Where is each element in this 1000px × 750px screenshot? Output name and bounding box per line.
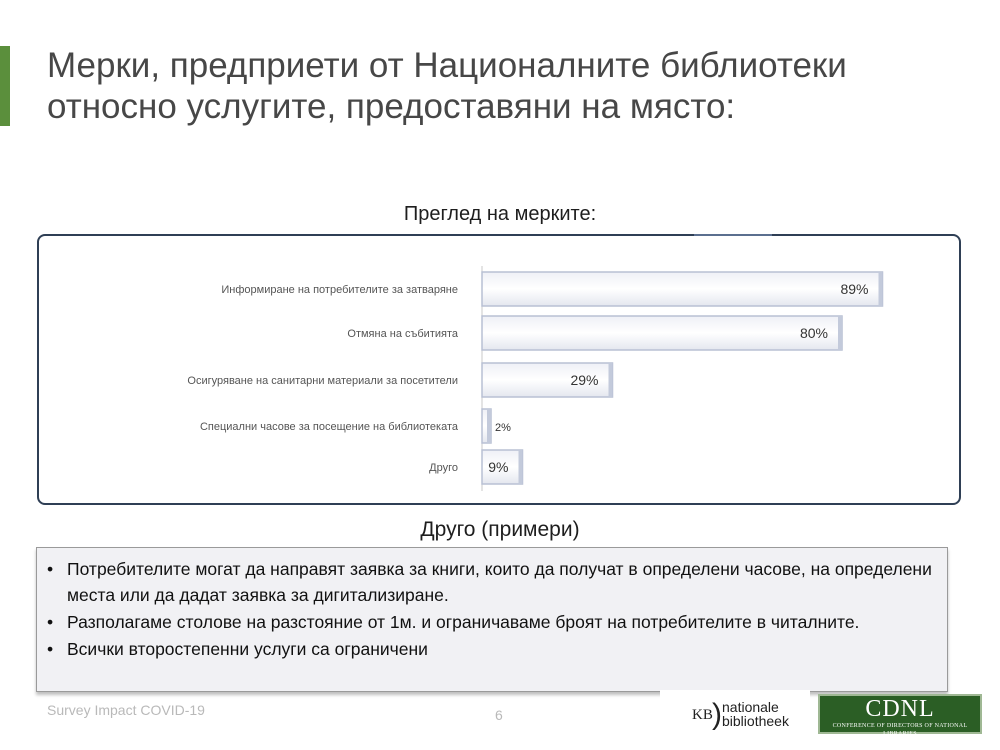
bullet-icon: • (47, 639, 54, 659)
bar-edge (879, 272, 883, 306)
bar-edge (838, 316, 842, 350)
kb-logo-text (722, 700, 789, 728)
kb-logo-line1: nationale (722, 699, 779, 715)
footer-text: Survey Impact COVID-19 (47, 702, 205, 718)
bullet-icon: • (47, 612, 54, 632)
list-item-text: Разполагаме столове на разстояние от 1м. и ограничаваме броят на потребителите в читалните. (67, 612, 860, 632)
cdnl-logo (818, 694, 982, 737)
value-label: 89% (840, 281, 869, 297)
kb-logo-mark: KB (692, 707, 713, 723)
cdnl-logo-title: CDNL (865, 696, 935, 722)
value-label: 29% (570, 372, 599, 388)
bar-chart (39, 236, 959, 503)
category-label: Специални часове за посещение на библиотеката (199, 421, 458, 433)
other-examples-list (37, 548, 947, 662)
list-item (47, 556, 935, 608)
chart-frame (37, 234, 961, 505)
kb-logo-paren: ) (712, 698, 722, 731)
list-item-text: Потребителите могат да направят заявка за книги, които да получат в определени часове, на определени места или да дадат заявка за дигитализиране. (67, 559, 932, 605)
other-examples-box (36, 547, 948, 692)
category-label: Осигуряване на санитарни материали за посетители (187, 375, 458, 387)
list-item (47, 636, 935, 662)
kb-logo-line2: bibliotheek (722, 713, 789, 729)
slide-title: Мерки, предприети от Националните библиотеки относно услугите, предоставяни на място: (47, 46, 847, 126)
kb-logo (660, 690, 810, 740)
bar (482, 272, 883, 306)
category-label: Информиране на потребителите за затваряне (221, 284, 458, 296)
cdnl-logo-subtitle: CONFERENCE OF DIRECTORS OF NATIONAL LIBRARIES (832, 723, 968, 737)
chart-title: Преглед на мерките: (403, 203, 597, 225)
bar-edge (487, 409, 491, 443)
bullet-icon: • (47, 559, 54, 579)
other-examples-title: Друго (примери) (420, 518, 580, 541)
bar-edge (519, 450, 523, 484)
list-item-text: Всички второстепенни услуги са ограничени (67, 639, 428, 659)
category-label: Отмяна на събитията (347, 328, 458, 340)
list-item (47, 609, 935, 635)
page-number: 6 (495, 707, 503, 723)
value-label: 9% (488, 459, 509, 475)
category-label: Друго (429, 462, 458, 474)
value-label: 2% (495, 422, 511, 434)
bar (482, 316, 842, 350)
value-label: 80% (799, 325, 828, 341)
bar-edge (609, 363, 613, 397)
title-accent-bar (0, 46, 10, 126)
